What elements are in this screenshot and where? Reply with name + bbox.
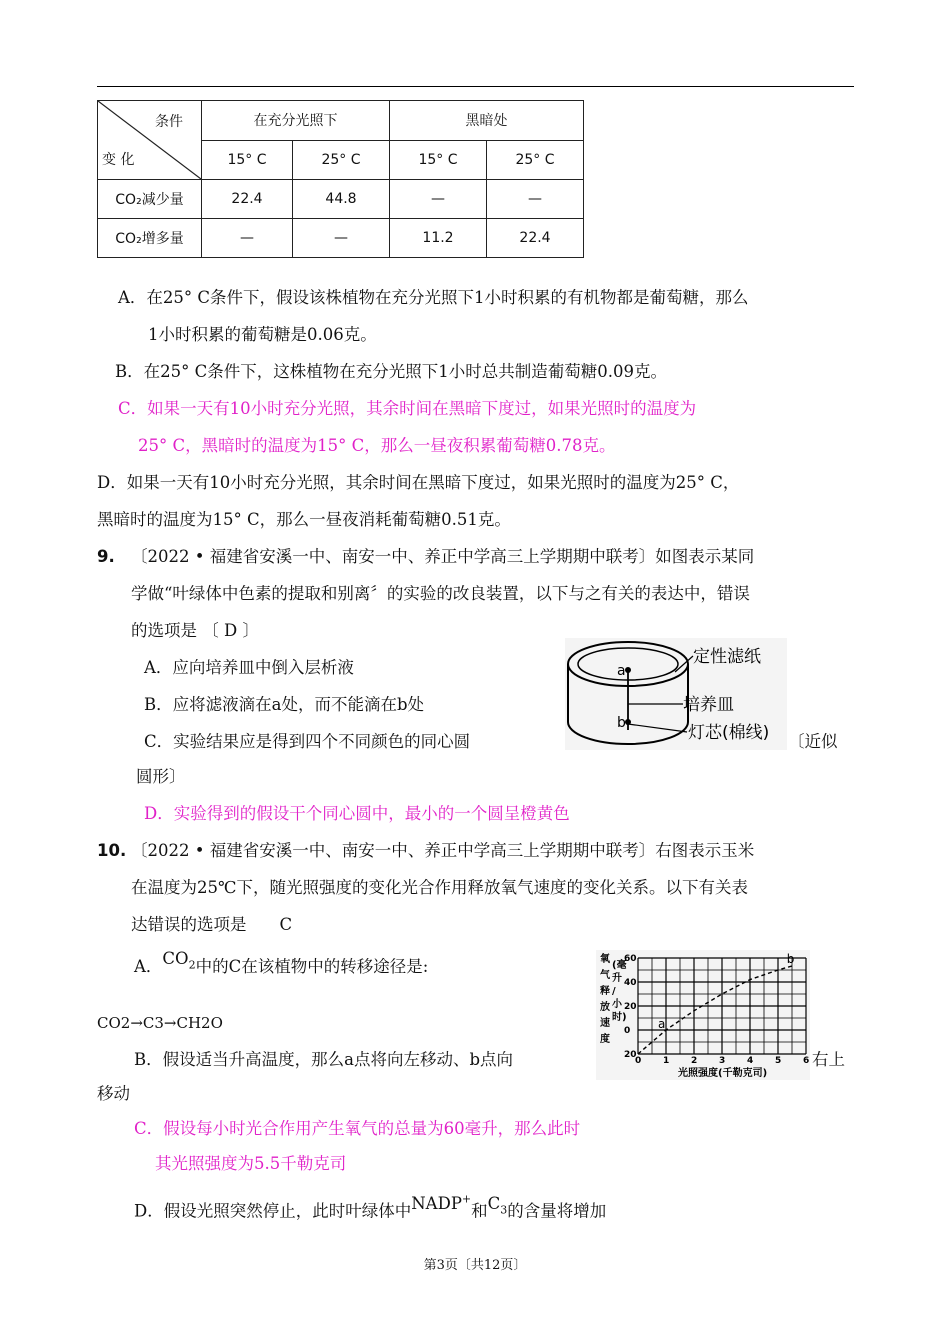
q10-number: 10. [97,841,127,860]
table-row [98,180,584,219]
annotation-label: b [786,952,795,967]
c3-subscript: 3 [500,1202,508,1216]
x-tick-label: 0 [635,1056,642,1066]
co2-formula [162,949,196,972]
y-axis-label-char: 度 [600,1034,610,1045]
wick-label: 灯芯(棉线) [688,723,770,743]
q8-option-d-line2: 黑暗时的温度为15° C，那么一昼夜消耗葡萄糖0.51克。 [97,510,511,529]
q10-a-prefix: A． [134,957,163,976]
q10-option-d [134,1192,607,1229]
corner-bottom-label: 变 化 [102,152,135,168]
q10-stem-line2: 在温度为25℃下，随光照强度的变化光合作用释放氧气速度的变化关系。以下有关表 [131,878,748,897]
x-tick-label: 4 [747,1056,754,1066]
top-rule [97,86,854,87]
q10-option-a-line1 [134,949,429,984]
x-tick-label: 2 [691,1056,698,1066]
y-axis-label-char: 气 [600,970,610,981]
c3-text: C [487,1193,501,1213]
group-header-light: 在充分光照下 [202,101,390,141]
table-cell: 22.4 [202,180,293,219]
nadp-text: NADP [411,1193,462,1213]
y-axis-unit-char: 时) [612,1012,627,1023]
c3-formula [487,1193,508,1216]
x-tick-label: 3 [719,1056,726,1066]
q8-option-a-line2: 1小时积累的葡萄糖是0.06克。 [148,325,377,344]
oxygen-release-chart [596,950,810,1080]
q10-option-b-line1: B．假设适当升高温度，那么a点将向左移动、b点向 [134,1050,514,1069]
table-cell: 22.4 [487,219,584,258]
q9-stem-line2: 学做“叶绿体中色素的提取和别离〞的实验的改良装置，以下与之有关的表达中，错误 [131,584,750,603]
q8-option-c-line2: 25° C，黑暗时的温度为15° C，那么一昼夜积累葡萄糖0.78克。 [138,436,616,455]
temp-header: 15° C [390,140,487,180]
q9-option-a: A．应向培养皿中倒入层析液 [144,658,354,677]
q8-option-b: B．在25° C条件下，这株植物在充分光照下1小时总共制造葡萄糖0.09克。 [115,362,667,381]
temp-header: 15° C [202,140,293,180]
page-footer: 第3页〔共12页〕 [423,1258,527,1273]
co2-text: CO [162,949,189,968]
q10-d-and: 和 [471,1201,488,1221]
table-cell: — [202,219,293,258]
co2-subscript: 2 [188,958,196,972]
x-tick-label: 5 [775,1056,782,1066]
table-cell: — [487,180,584,219]
nadp-formula [411,1194,471,1213]
y-axis-unit-char: 小 [612,999,622,1010]
q10-option-c-line2: 其光照强度为5.5千勒克司 [155,1154,347,1173]
q9-option-c-line2: 圆形〕 [136,767,186,786]
group-header-dark: 黑暗处 [390,101,584,141]
q10-option-c-line1: C．假设每小时光合作用产生氧气的总量为60毫升，那么此时 [134,1119,581,1138]
q8-option-c-line1: C．如果一天有10小时充分光照，其余时间在黑暗下度过，如果光照时的温度为 [118,399,697,418]
y-axis-unit-char: (毫 [612,960,627,971]
x-axis-label: 光照强度(千勒克司) [678,1068,768,1079]
q10-stem-line3: 达错误的选项是 C [131,915,293,934]
q10-d-prefix: D．假设光照突然停止，此时叶绿体中 [134,1201,412,1221]
q10-a-text: 中的C在该植物中的转移途径是: [195,957,429,976]
x-tick-label: 6 [803,1056,810,1066]
q10-option-b-line2: 移动 [97,1084,130,1103]
corner-top-label: 条件 [155,114,183,130]
row-label: CO₂增多量 [98,219,202,258]
y-axis-unit-char: / [612,986,616,997]
nadp-superscript: + [461,1192,472,1205]
y-tick-label: 20 [624,1002,637,1012]
q8-option-d-line1: D．如果一天有10小时充分光照，其余时间在黑暗下度过，如果光照时的温度为25° C， [97,473,740,492]
table-corner-cell [98,101,202,180]
annotation-label: a [658,1017,666,1031]
point-b-label: b [617,715,626,731]
table-cell: 44.8 [293,180,390,219]
q9-stem-line3: 的选项是 〔 D 〕 [131,621,259,640]
y-axis-label-char: 放 [600,1002,610,1013]
y-axis-label-char: 释 [600,986,610,997]
point-a-dot [625,667,631,673]
x-tick-label: 1 [663,1056,670,1066]
y-tick-label: 40 [624,978,637,988]
data-table [97,100,584,258]
row-label: CO₂减少量 [98,180,202,219]
q9-option-d: D．实验得到的假设干个同心圆中，最小的一个圆呈橙黄色 [144,804,570,823]
q10-option-a-pathway: CO2→C3→CH2O [97,1014,223,1032]
q9-option-b: B．应将滤液滴在a处，而不能滴在b处 [144,695,425,714]
q9-stem-line1: 〔2022 • 福建省安溪一中、南安一中、养正中学高三上学期期中联考〕如图表示某同 [131,547,755,566]
y-axis-unit-char: 升 [612,973,622,984]
temp-header: 25° C [487,140,584,180]
y-axis-label-char: 氧 [600,954,610,965]
q10-option-b-tail: 右上 [812,1050,845,1069]
q9-option-c-tail: 〔近似 [788,732,838,751]
temp-header: 25° C [293,140,390,180]
petri-dish-figure [565,638,787,750]
y-tick-label: 60 [624,954,637,964]
q10-d-text: 的含量将增加 [507,1201,607,1221]
q8-option-a-line1: A．在25° C条件下，假设该株植物在充分光照下1小时积累的有机物都是葡萄糖，那么 [118,288,749,307]
filter-paper-label: 定性滤纸 [693,647,761,667]
dish-label: 培养皿 [683,695,734,715]
q9-number: 9. [97,547,115,566]
y-axis-label-char: 速 [600,1018,610,1029]
table-cell: 11.2 [390,219,487,258]
q9-option-c-line1: C．实验结果应是得到四个不同颜色的同心圆 [144,732,471,751]
table-cell: — [293,219,390,258]
y-tick-label: 0 [624,1026,631,1036]
table-row [98,219,584,258]
table-cell: — [390,180,487,219]
q10-stem-line1: 〔2022 • 福建省安溪一中、南安一中、养正中学高三上学期期中联考〕右图表示玉米 [131,841,755,860]
y-tick-label: 20 [624,1050,637,1060]
point-a-label: a [617,663,626,679]
